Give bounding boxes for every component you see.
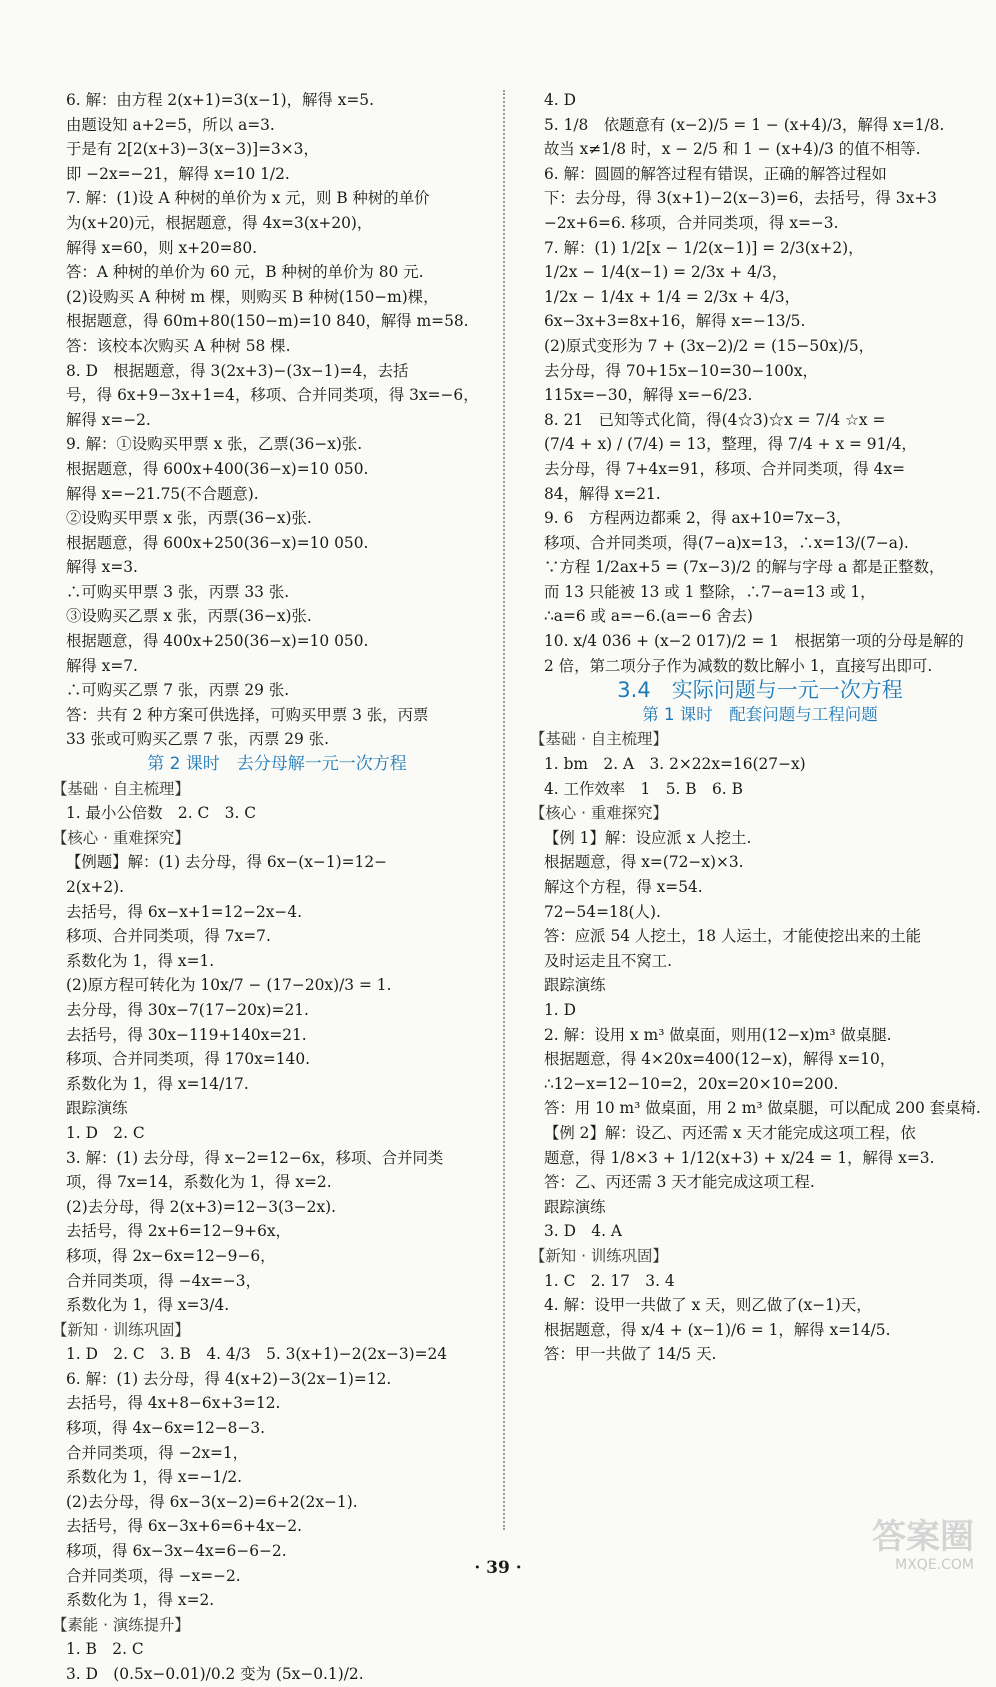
text-line: 1. D	[544, 1000, 576, 1019]
text-line: 根据题意，得 400x+250(36−x)=10 050.	[66, 632, 369, 651]
text-line: 【例题】解：(1) 去分母，得 6x−(x−1)=12−	[66, 853, 388, 872]
text-line: 去括号，得 6x−3x+6=6+4x−2.	[66, 1517, 303, 1536]
text-line: 答：用 10 m³ 做桌面，用 2 m³ 做桌腿，可以配成 200 套桌椅.	[544, 1099, 981, 1118]
text-line: 10. x/4 036 + (x−2 017)/2 = 1 根据第一项的分母是解的	[544, 632, 964, 651]
watermark-url: MXQE.COM	[895, 1557, 974, 1573]
text-line: 由题设知 a+2=5，所以 a=3.	[66, 115, 275, 134]
text-line: 去分母，得 70+15x−10=30−100x，	[544, 361, 818, 380]
text-line: 答：甲一共做了 14/5 天.	[544, 1345, 717, 1364]
text-line: 4. D	[544, 91, 576, 109]
text-line: 系数化为 1，得 x=14/17.	[66, 1074, 249, 1093]
section-tag: 【素能 · 演练提升】	[52, 1615, 190, 1634]
text-line: 跟踪演练	[66, 1099, 128, 1118]
text-line: ②设购买甲票 x 张，丙票(36−x)张.	[66, 509, 312, 528]
watermark-title: 答案圈	[872, 1517, 974, 1557]
text-line: 去分母，得 30x−7(17−20x)=21.	[66, 1000, 309, 1019]
text-line: 题意，得 1/8×3 + 1/12(x+3) + x/24 = 1，解得 x=3.	[544, 1148, 935, 1167]
text-line: 根据题意，得 4×20x=400(12−x)，解得 x=10，	[544, 1050, 896, 1069]
text-line: 1. D 2. C 3. B 4. 4/3 5. 3(x+1)−2(2x−3)=24	[66, 1345, 448, 1364]
text-line: 故当 x≠1/8 时，x − 2/5 和 1 − (x+4)/3 的值不相等.	[544, 140, 921, 159]
text-line: 115x=−30，解得 x=−6/23.	[544, 386, 753, 405]
text-line: 1. C 2. 17 3. 4	[544, 1271, 675, 1290]
text-line: 6. 解：由方程 2(x+1)=3(x−1)，解得 x=5.	[66, 91, 374, 109]
text-line: 84，解得 x=21.	[544, 484, 661, 503]
text-line: 系数化为 1，得 x=−1/2.	[66, 1468, 243, 1487]
text-line: ∴a=6 或 a=−6.(a=−6 舍去)	[544, 607, 753, 626]
text-line: 2. 解：设用 x m³ 做桌面，则用(12−x)m³ 做桌腿.	[544, 1025, 892, 1044]
text-line: 移项、合并同类项，得 7x=7.	[66, 927, 271, 946]
text-line: 2(x+2).	[66, 878, 125, 896]
text-line: 解得 x=60，则 x+20=80.	[66, 238, 258, 257]
text-line: 8. D 根据题意，得 3(2x+3)−(3x−1)=4，去括	[66, 361, 409, 380]
text-line: ∴12−x=12−10=2，20x=20×10=200.	[544, 1074, 839, 1093]
text-line: 6. 解：圆圆的解答过程有错误，正确的解答过程如	[544, 164, 887, 183]
text-line: 项，得 7x=14，系数化为 1，得 x=2.	[66, 1173, 332, 1192]
right-column	[530, 88, 981, 1367]
section-h3: 第 1 课时 配套问题与工程问题	[642, 704, 878, 724]
text-line: ③设购买乙票 x 张，丙票(36−x)张.	[66, 607, 312, 626]
text-line: 跟踪演练	[544, 976, 606, 995]
text-line: 为(x+20)元，根据题意，得 4x=3(x+20)，	[66, 213, 373, 232]
text-line: 去括号，得 2x+6=12−9+6x，	[66, 1222, 291, 1241]
text-line: 5. 1/8 依题意有 (x−2)/5 = 1 − (x+4)/3，解得 x=1/8.	[544, 115, 945, 134]
text-line: 答：应派 54 人挖土，18 人运土，才能使挖出来的土能	[544, 927, 922, 946]
text-line: ∴可购买乙票 7 张，丙票 29 张.	[66, 681, 290, 700]
text-line: (2)去分母，得 6x−3(x−2)=6+2(2x−1).	[66, 1492, 358, 1511]
text-line: 1. D 2. C	[66, 1123, 145, 1142]
column-divider	[503, 90, 505, 1530]
text-line: 7. 解：(1) 1/2[x − 1/2(x−1)] = 2/3(x+2)，	[544, 238, 864, 257]
text-line: 9. 6 方程两边都乘 2，得 ax+10=7x−3，	[544, 509, 852, 528]
text-line: 答：共有 2 种方案可供选择，可购买甲票 3 张，丙票	[66, 705, 429, 724]
text-line: 去括号，得 6x−x+1=12−2x−4.	[66, 902, 303, 921]
text-line: 72−54=18(人).	[544, 902, 661, 921]
text-line: 下：去分母，得 3(x+1)−2(x−3)=6，去括号，得 3x+3	[544, 189, 937, 208]
text-line: 号，得 6x+9−3x+1=4，移项、合并同类项，得 3x=−6，	[66, 386, 479, 405]
text-line: 系数化为 1，得 x=1.	[66, 951, 215, 970]
text-line: 系数化为 1，得 x=3/4.	[66, 1296, 230, 1315]
text-line: 1. bm 2. A 3. 2×22x=16(27−x)	[544, 755, 806, 774]
text-line: 4. 工作效率 1 5. B 6. B	[544, 779, 743, 798]
text-line: 合并同类项，得 −2x=1，	[66, 1443, 249, 1462]
text-line: 系数化为 1，得 x=2.	[66, 1591, 215, 1610]
section-tag: 【新知 · 训练巩固】	[52, 1320, 190, 1339]
text-line: 移项，得 2x−6x=12−9−6，	[66, 1246, 276, 1265]
text-line: 8. 21 已知等式化简，得(4☆3)☆x = 7/4 ☆x =	[544, 410, 886, 429]
text-line: 1. 最小公倍数 2. C 3. C	[66, 804, 257, 823]
text-line: (2)设购买 A 种树 m 棵，则购买 B 种树(150−m)棵，	[66, 287, 439, 306]
text-line: 1/2x − 1/4x + 1/4 = 2/3x + 4/3，	[544, 287, 800, 306]
text-line: 【例 1】解：设应派 x 人挖土.	[544, 828, 752, 847]
text-line: 合并同类项，得 −x=−2.	[66, 1566, 241, 1585]
text-line: 根据题意，得 60m+80(150−m)=10 840，解得 m=58.	[66, 312, 469, 331]
text-line: 解得 x=7.	[66, 656, 138, 675]
text-line: 及时运走且不窝工.	[544, 951, 673, 970]
text-line: (2)原式变形为 7 + (3x−2)/2 = (15−50x)/5，	[544, 336, 875, 355]
text-line: (2)原方程可转化为 10x/7 − (17−20x)/3 = 1.	[66, 976, 392, 995]
text-line: −2x+6=6. 移项，合并同类项，得 x=−3.	[544, 213, 839, 232]
text-line: 解得 x=−2.	[66, 410, 151, 429]
text-line: 9. 解：①设购买甲票 x 张，乙票(36−x)张.	[66, 435, 363, 454]
text-line: ∴可购买甲票 3 张，丙票 33 张.	[66, 582, 290, 601]
text-line: (2)去分母，得 2(x+3)=12−3(3−2x).	[66, 1197, 337, 1216]
text-line: 根据题意，得 x=(72−x)×3.	[544, 853, 744, 872]
text-line: 解得 x=3.	[66, 558, 138, 577]
section-tag: 【核心 · 重难探究】	[530, 804, 668, 823]
text-line: 合并同类项，得 −4x=−3，	[66, 1271, 261, 1290]
text-line: 3. D (0.5x−0.01)/0.2 变为 (5x−0.1)/2.	[66, 1665, 364, 1683]
section-h1: 3.4 实际问题与一元一次方程	[617, 678, 903, 703]
text-line: 1. B 2. C	[66, 1640, 144, 1659]
section-tag: 【基础 · 自主梳理】	[530, 730, 668, 749]
text-line: (7/4 + x) / (7/4) = 13，整理，得 7/4 + x = 91/4，	[544, 435, 917, 454]
text-line: 即 −2x=−21，解得 x=10 1/2.	[66, 164, 290, 183]
text-line: 移项、合并同类项，得(7−a)x=13，∴x=13/(7−a).	[544, 533, 909, 552]
text-line: 解这个方程，得 x=54.	[544, 878, 703, 896]
section-h2: 第 2 课时 去分母解一元一次方程	[147, 754, 407, 775]
text-line: 33 张或可购买乙票 7 张，丙票 29 张.	[66, 730, 330, 749]
text-line: ∵方程 1/2ax+5 = (7x−3)/2 的解与字母 a 都是正整数，	[544, 558, 945, 577]
text-line: 1/2x − 1/4(x−1) = 2/3x + 4/3，	[544, 263, 788, 282]
text-line: 3. 解：(1) 去分母，得 x−2=12−6x，移项、合并同类	[66, 1148, 444, 1167]
text-line: 于是有 2[2(x+3)−3(x−3)]=3×3，	[66, 140, 319, 159]
text-line: 6x−3x+3=8x+16，解得 x=−13/5.	[544, 312, 806, 331]
text-line: 移项，得 4x−6x=12−8−3.	[66, 1419, 266, 1438]
text-line: 解得 x=−21.75(不合题意).	[66, 484, 259, 503]
page-number: · 39 ·	[474, 1558, 522, 1578]
section-tag: 【新知 · 训练巩固】	[530, 1246, 668, 1265]
text-line: 移项，得 6x−3x−4x=6−6−2.	[66, 1542, 287, 1561]
text-line: 6. 解：(1) 去分母，得 4(x+2)−3(2x−1)=12.	[66, 1369, 392, 1388]
text-line: 而 13 只能被 13 或 1 整除，∴7−a=13 或 1，	[544, 582, 876, 601]
text-line: 根据题意，得 600x+250(36−x)=10 050.	[66, 533, 369, 552]
text-line: 根据题意，得 x/4 + (x−1)/6 = 1，解得 x=14/5.	[544, 1320, 891, 1339]
section-tag: 【基础 · 自主梳理】	[52, 779, 190, 798]
text-line: 去括号，得 30x−119+140x=21.	[66, 1025, 307, 1044]
text-line: 根据题意，得 600x+400(36−x)=10 050.	[66, 459, 369, 478]
left-column	[52, 88, 492, 1687]
text-line: 答：乙、丙还需 3 天才能完成这项工程.	[544, 1173, 815, 1192]
text-line: 2 倍，第二项分子作为减数的数比解小 1，直接写出即可.	[544, 656, 933, 675]
text-line: 3. D 4. A	[544, 1222, 622, 1241]
text-line: 答：A 种树的单价为 60 元，B 种树的单价为 80 元.	[66, 263, 424, 282]
text-line: 答：该校本次购买 A 种树 58 棵.	[66, 336, 291, 355]
text-line: 跟踪演练	[544, 1197, 606, 1216]
text-line: 【例 2】解：设乙、丙还需 x 天才能完成这项工程，依	[544, 1123, 916, 1142]
text-line: 4. 解：设甲一共做了 x 天，则乙做了(x−1)天，	[544, 1296, 872, 1315]
watermark-logo	[872, 1518, 974, 1574]
section-tag: 【核心 · 重难探究】	[52, 828, 190, 847]
text-line: 7. 解：(1)设 A 种树的单价为 x 元，则 B 种树的单价	[66, 189, 430, 208]
text-line: 去括号，得 4x+8−6x+3=12.	[66, 1394, 281, 1413]
text-line: 移项、合并同类项，得 170x=140.	[66, 1050, 311, 1069]
text-line: 去分母，得 7+4x=91，移项、合并同类项，得 4x=	[544, 459, 906, 478]
